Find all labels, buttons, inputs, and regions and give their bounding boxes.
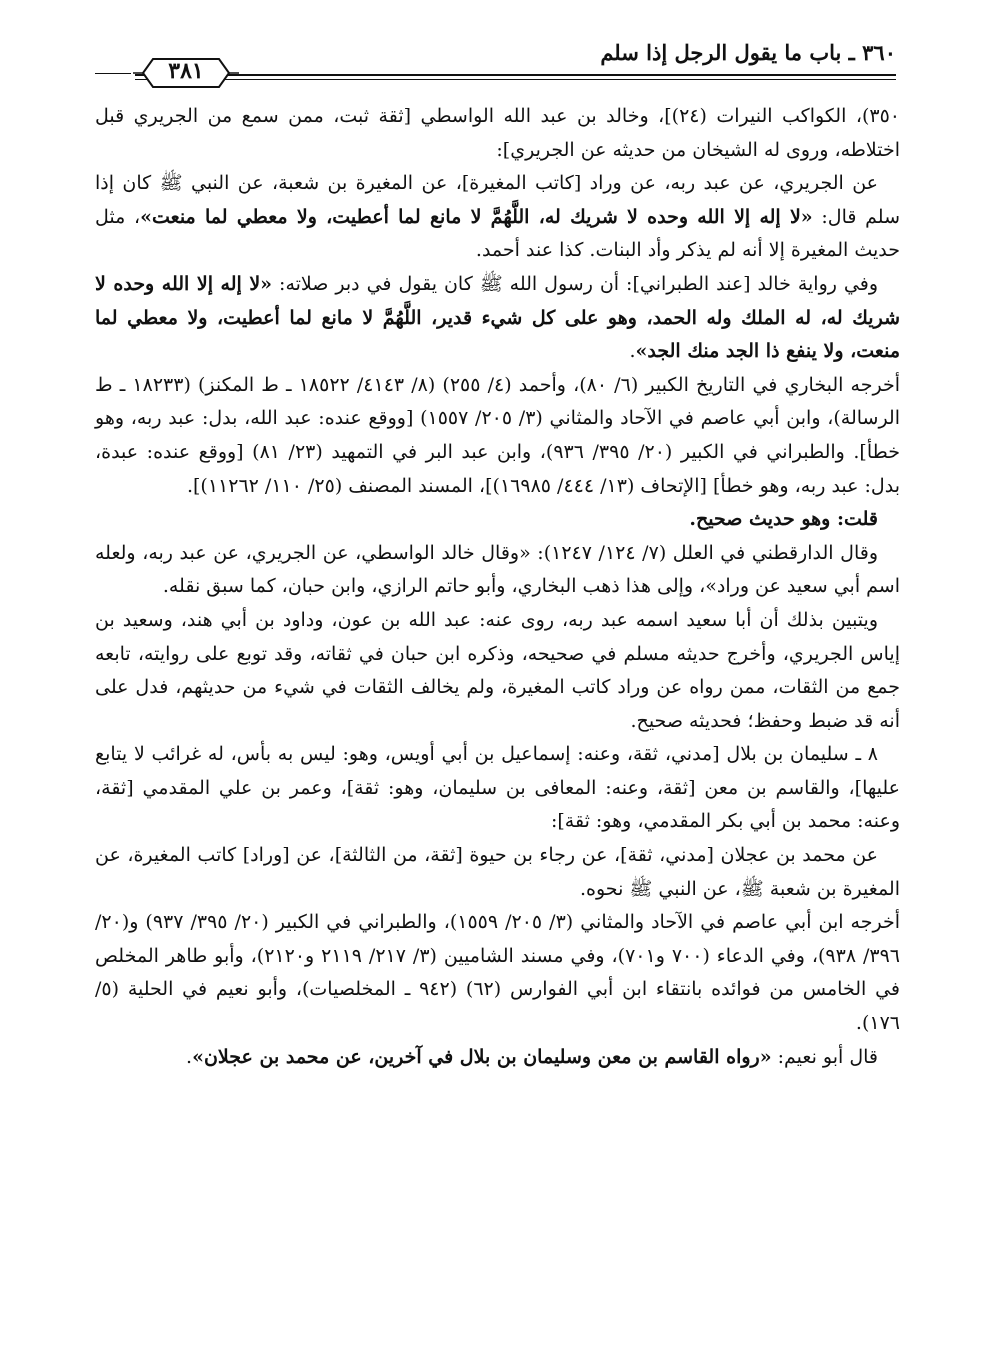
paragraph-daraqutni bbox=[95, 537, 900, 604]
paragraph-text: أخرجه ابن أبي عاصم في الآحاد والمثاني (٣/ ٢٠٥/ ١٥٥٩)، والطبراني في الكبير (٢٠/ ٣٩٥/ ٩٣٧) و(٢٠/ ٣٩٦/ ٩٣٨)، وفي الدعاء (٧٠٠ و٧٠١)، وفي مسند الشاميين (٣/ ٢١٧/ ٢١١٩ و٢١٢٠)، وأبو طاهر المخلص في الخامس من فوائده بانتقاء ابن أبي الفوارس (٦٢) (٩٤٢ ـ المخلصيات)، وأبو نعيم في الحلية (٥/ ١٧٦). bbox=[95, 911, 901, 1035]
page-body bbox=[95, 100, 900, 1074]
paragraph-text: . bbox=[629, 340, 636, 363]
paragraph-khalid-version bbox=[95, 268, 900, 369]
paragraph-text: ٨ ـ سليمان بن بلال [مدني، ثقة، وعنه: إسماعيل بن أبي أويس، وهو: ليس به بأس، له غرائب لا يتابع عليها]، والقاسم بن معن [ثقة، وعنه: المعافى بن سليمان، وهو: ثقة]، وعمر بن علي المقدمي [ثقة، وعنه: محمد بن أبي بكر المقدمي، وهو: ثقة]: bbox=[95, 743, 900, 833]
page-header bbox=[95, 28, 896, 88]
header-left-rule bbox=[95, 73, 131, 74]
paragraph-text: قال أبو نعيم: bbox=[771, 1045, 878, 1068]
paragraph-abu-said bbox=[95, 604, 900, 738]
running-title: ٣٦٠ ـ باب ما يقول الرجل إذا سلم bbox=[600, 40, 896, 65]
hadith-quote: «لا إله إلا الله وحده لا شريك له، اللَّهُمَّ لا مانع لما أعطيت، ولا معطي لما منعت» bbox=[140, 205, 813, 228]
verdict-text: وهو حديث صحيح. bbox=[689, 508, 837, 531]
paragraph-verdict bbox=[95, 503, 900, 537]
paragraph-text: ٣٥٠)، الكواكب النيرات (٢٤)]، وخالد بن عبد الله الواسطي [ثقة ثبت، ممن سمع من الجريري قبل اختلاطه، وروى له الشيخان من حديثه عن الجريري]: bbox=[95, 105, 900, 161]
paragraph-abu-nuaym bbox=[95, 1041, 900, 1075]
paragraph-text: . bbox=[186, 1045, 193, 1068]
paragraph-ibn-ajlan bbox=[95, 839, 900, 906]
header-rule bbox=[135, 74, 896, 76]
paragraph-text: ، مثل حديث المغيرة إلا أنه لم يذكر وأد البنات. كذا عند أحمد. bbox=[95, 205, 900, 262]
verdict-label: قلت: bbox=[836, 508, 878, 531]
quote-text: «رواه القاسم بن معن وسليمان بن بلال في آخرين، عن محمد بن عجلان» bbox=[192, 1045, 772, 1068]
hadith-quote: «لا إله إلا الله وحده لا شريك له، له الملك وله الحمد، وهو على كل شيء قدير، اللَّهُمَّ لا مانع لما أعطيت، ولا معطي لما منعت، ولا ينفع ذا الجد منك الجد» bbox=[95, 272, 900, 363]
paragraph-text: وفي رواية خالد [عند الطبراني]: أن رسول الله ﷺ كان يقول في دبر صلاته: bbox=[272, 272, 878, 295]
header-rule-thin bbox=[135, 79, 896, 80]
page-number-badge bbox=[131, 53, 241, 93]
paragraph-text: ويتبين بذلك أن أبا سعيد اسمه عبد ربه، روى عنه: عبد الله بن عون، وداود بن أبي هند، وسعيد بن إياس الجريري، وأخرج حديثه مسلم في صحيحه، وذكره ابن حبان في ثقاته، وقد توبع على روايته، تابعه جمع من الثقات، ممن رواه عن وراد كاتب المغيرة، ولم يخالف الثقات في شيء من حديثهم، فدل على أنه قد ضبط وحفظ؛ فحديثه صحيح. bbox=[95, 608, 900, 732]
page-number: ٣٨١ bbox=[168, 58, 204, 84]
paragraph-text: وقال الدارقطني في العلل (٧/ ١٢٤/ ١٢٤٧): «وقال خالد الواسطي، عن الجريري، عن عبد ربه، ولعله اسم أبي سعيد عن وراد»، وإلى هذا ذهب البخاري، وأبو حاتم الرازي، وابن حبان، كما سبق نقله. bbox=[95, 541, 900, 598]
paragraph-takhrij-2 bbox=[95, 906, 900, 1040]
paragraph-text: عن الجريري، عن عبد ربه، عن وراد [كاتب المغيرة]، عن المغيرة بن شعبة، عن النبي ﷺ كان إذا سلم قال: bbox=[95, 172, 900, 228]
paragraph-narrators bbox=[95, 100, 900, 167]
paragraph-chain-8 bbox=[95, 738, 900, 839]
paragraph-takhrij-1 bbox=[95, 369, 900, 503]
paragraph-text: أخرجه البخاري في التاريخ الكبير (٦/ ٨٠)، وأحمد (٤/ ٢٥٥) (٨/ ٤١٤٣/ ١٨٥٢٢ ـ ط المكنز) (١٨٢٣٣ ـ ط الرسالة)، وابن أبي عاصم في الآحاد والمثاني (٣/ ٢٠٥/ ١٥٥٧) [ووقع عنده: عبد الله، بدل: عبد ربه، وهو خطأ]. والطبراني في الكبير (٢٠/ ٣٩٥/ ٩٣٦)، وابن عبد البر في التمهيد (٢٣/ ٨١) [ووقع عنده: عبدة، بدل: عبد ربه، وهو خطأ] [الإتحاف (١٣/ ٤٤٤/ ١٦٩٨٥)]، المسند المصنف (٢٥/ ١١٠/ ١١٢٦٢)]. bbox=[95, 373, 900, 497]
paragraph-hadith-text bbox=[95, 167, 900, 268]
paragraph-text: عن محمد بن عجلان [مدني، ثقة]، عن رجاء بن حيوة [ثقة، من الثالثة]، عن [وراد] كاتب المغيرة، عن المغيرة بن شعبة ﷺ، عن النبي ﷺ نحوه. bbox=[95, 844, 900, 900]
